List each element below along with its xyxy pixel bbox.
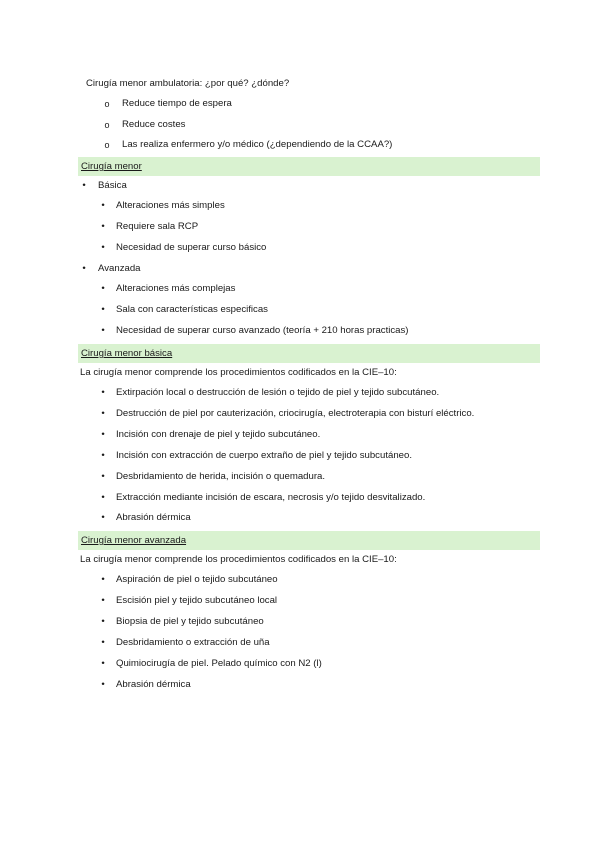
list-item: Escisión piel y tejido subcutáneo local: [116, 595, 278, 606]
list-item: Extracción mediante incisión de escara, necrosis y/o tejido desvitalizado.: [116, 492, 426, 503]
disc-bullet-icon: •: [101, 679, 105, 690]
list-item: Requiere sala RCP: [116, 221, 199, 232]
list-item: Incisión con drenaje de piel y tejido subcutáneo.: [116, 429, 321, 440]
circle-bullet-icon: o: [104, 99, 110, 109]
list-item: Necesidad de superar curso básico: [116, 242, 267, 253]
disc-bullet-icon: •: [101, 595, 105, 606]
circle-bullet-icon: o: [104, 140, 110, 150]
disc-bullet-icon: •: [101, 387, 105, 398]
list-item-basica: Básica: [98, 180, 127, 191]
intro-item: Reduce tiempo de espera: [122, 98, 232, 109]
section-heading-text: Cirugía menor básica: [81, 348, 173, 359]
intro-title: Cirugía menor ambulatoria: ¿por qué? ¿dónde?: [86, 78, 290, 89]
disc-bullet-icon: •: [101, 304, 105, 315]
list-item: Quimiocirugía de piel. Pelado químico con N2 (l): [116, 658, 322, 669]
disc-bullet-icon: •: [101, 325, 105, 336]
list-item: Abrasión dérmica: [116, 679, 191, 690]
disc-bullet-icon: •: [101, 616, 105, 627]
circle-bullet-icon: o: [104, 120, 110, 130]
list-item: Abrasión dérmica: [116, 512, 191, 523]
disc-bullet-icon: •: [101, 242, 105, 253]
disc-bullet-icon: •: [82, 263, 86, 274]
list-item: Alteraciones más simples: [116, 200, 225, 211]
disc-bullet-icon: •: [82, 180, 86, 191]
disc-bullet-icon: •: [101, 492, 105, 503]
list-item: Destrucción de piel por cauterización, criocirugía, electroterapia con bisturí eléctrico.: [116, 408, 475, 419]
disc-bullet-icon: •: [101, 658, 105, 669]
disc-bullet-icon: •: [101, 221, 105, 232]
section-heading-text: Cirugía menor avanzada: [81, 535, 187, 546]
disc-bullet-icon: •: [101, 450, 105, 461]
list-item: Sala con características especificas: [116, 304, 268, 315]
disc-bullet-icon: •: [101, 283, 105, 294]
list-item-avanzada: Avanzada: [98, 263, 141, 274]
disc-bullet-icon: •: [101, 429, 105, 440]
list-item: Alteraciones más complejas: [116, 283, 236, 294]
disc-bullet-icon: •: [101, 408, 105, 419]
list-item: Desbridamiento de herida, incisión o quemadura.: [116, 471, 326, 482]
list-item: Necesidad de superar curso avanzado (teoría + 210 horas practicas): [116, 325, 409, 336]
list-item: Aspiración de piel o tejido subcutáneo: [116, 574, 278, 585]
section-intro: La cirugía menor comprende los procedimientos codificados en la CIE–10:: [80, 554, 397, 565]
section-heading-text: Cirugía menor: [81, 161, 142, 172]
list-item: Extirpación local o destrucción de lesión o tejido de piel y tejido subcutáneo.: [116, 387, 440, 398]
list-item: Biopsia de piel y tejido subcutáneo: [116, 616, 264, 627]
disc-bullet-icon: •: [101, 512, 105, 523]
intro-item: Reduce costes: [122, 119, 186, 130]
section-heading-cirugia-menor-avanzada: [78, 531, 540, 550]
disc-bullet-icon: •: [101, 200, 105, 211]
disc-bullet-icon: •: [101, 637, 105, 648]
section-intro: La cirugía menor comprende los procedimientos codificados en la CIE–10:: [80, 367, 397, 378]
section-heading-cirugia-menor: [78, 157, 540, 176]
section-heading-cirugia-menor-basica: [78, 344, 540, 363]
disc-bullet-icon: •: [101, 574, 105, 585]
list-item: Incisión con extracción de cuerpo extraño de piel y tejido subcutáneo.: [116, 450, 412, 461]
intro-item: Las realiza enfermero y/o médico (¿dependiendo de la CCAA?): [122, 139, 393, 150]
disc-bullet-icon: •: [101, 471, 105, 482]
list-item: Desbridamiento o extracción de uña: [116, 637, 270, 648]
